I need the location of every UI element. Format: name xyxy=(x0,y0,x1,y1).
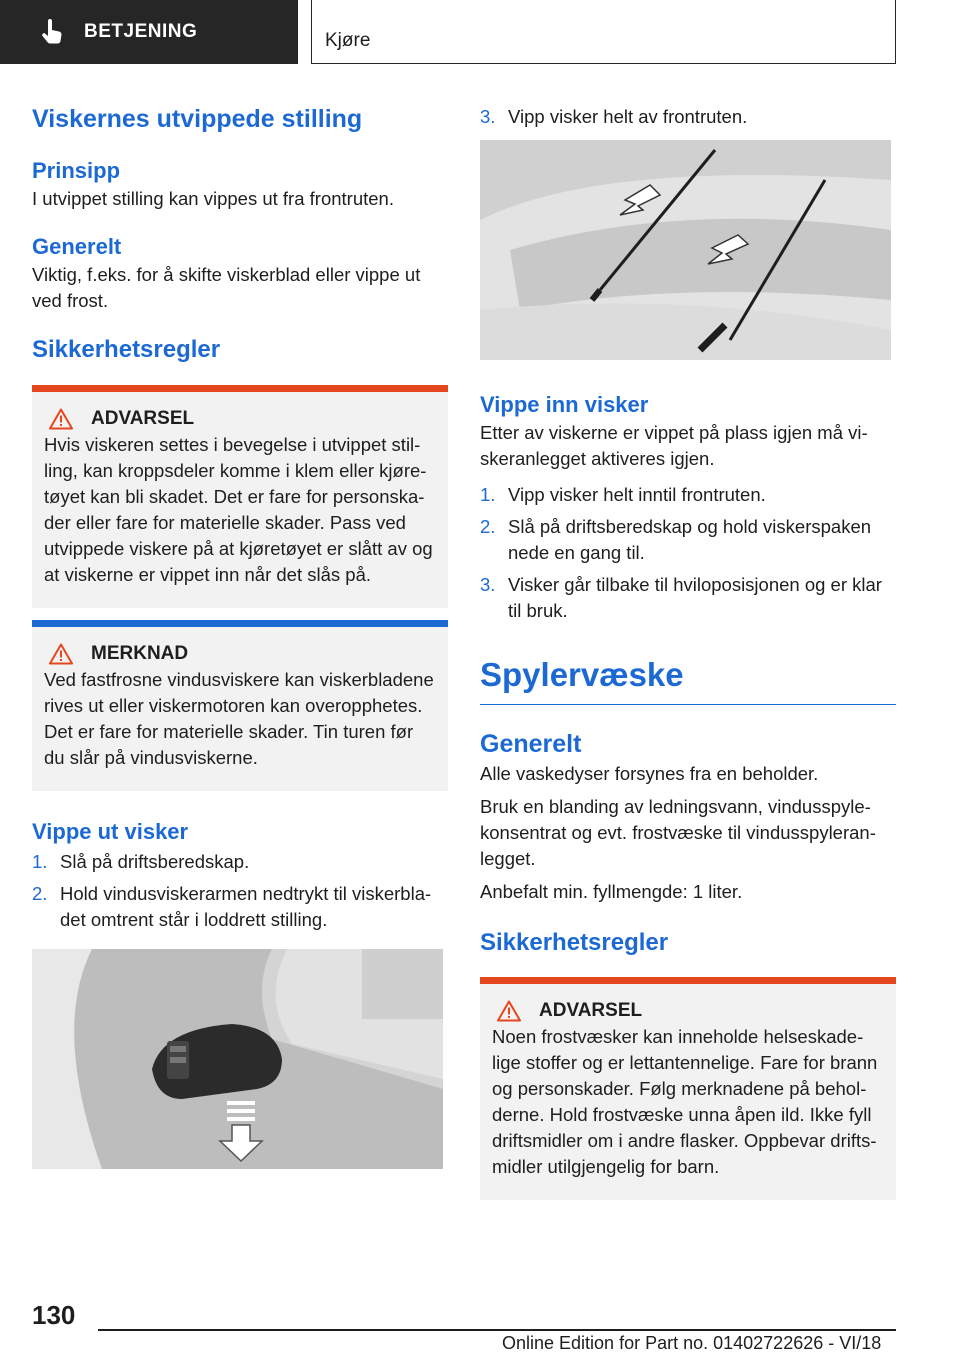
section-tab xyxy=(0,0,298,64)
warning-triangle-icon xyxy=(497,1000,521,1022)
list-item: 1. Slå på driftsberedskap. xyxy=(32,851,250,872)
wiper-lever-illustration xyxy=(32,949,443,1169)
footer-divider xyxy=(98,1329,896,1331)
list-item: 1. Vipp visker helt inntil frontruten. xyxy=(480,484,766,505)
vippe-ut-steps-cont xyxy=(480,104,896,130)
generelt-p1: Alle vaskedyser forsynes fra en beholder. xyxy=(480,763,819,784)
generelt-text: Viktig, f.eks. for å skifte viskerblad eller vippe ut ved frost. xyxy=(32,264,421,311)
vippe-inn-heading: Vippe inn visker xyxy=(480,392,649,417)
wiper-raised-illustration xyxy=(480,140,891,360)
chapter-box xyxy=(311,0,896,64)
page-number: 130 xyxy=(32,1300,76,1330)
warning-triangle-icon xyxy=(49,408,73,430)
generelt-p2: Bruk en blanding av ledningsvann, vindusspylekonsentrat og evt. frostvæske til vindusspyleranlegget. xyxy=(480,796,876,869)
prinsipp-heading: Prinsipp xyxy=(32,158,121,183)
warning-label: ADVARSEL xyxy=(91,408,195,429)
notice-text: Ved fastfrosne vindusviskere kan viskerbladene rives ut eller viskermotoren kan overopphetes. Det er fare for materielle skader. Tin turen før du slår på vindusviskerne. xyxy=(44,669,434,768)
chapter-label: Kjøre xyxy=(325,30,371,51)
safety-heading: Sikkerhetsregler xyxy=(32,336,221,363)
list-item: 3. Visker går tilbake til hviloposisjonen og er klar til bruk. xyxy=(480,574,882,621)
list-item: 2. Slå på driftsberedskap og hold viskerspaken nede en gang til. xyxy=(480,516,872,563)
vippe-inn-steps xyxy=(480,482,896,624)
vippe-ut-steps xyxy=(32,849,448,933)
notice-box xyxy=(32,620,448,791)
prinsipp-text: I utvippet stilling kan vippes ut fra frontruten. xyxy=(32,188,394,209)
vippe-ut-heading: Vippe ut visker xyxy=(32,819,189,844)
right-column xyxy=(480,96,896,1200)
generelt-heading: Generelt xyxy=(32,234,122,259)
generelt-heading-right: Generelt xyxy=(480,730,582,758)
spylervaeske-heading: Spylervæske xyxy=(480,652,896,705)
warning-box xyxy=(32,385,448,608)
section-title: Viskernes utvippede stilling xyxy=(32,105,363,133)
edition-note: Online Edition for Part no. 01402722626 - VI/18 xyxy=(502,1333,882,1353)
warning-text: Hvis viskeren settes i bevegelse i utvippet stilling, kan kroppsdeler komme i klem eller kjøretøyet kan bli skadet. Det er fare for personskader eller fare for materielle skader. Pass ved utvippede viskere på at kjøretøyet er slått av og at viskerne er vippet inn når det slås på. xyxy=(44,434,433,585)
warning-label: ADVARSEL xyxy=(539,1000,643,1021)
safety-heading-right: Sikkerhetsregler xyxy=(480,929,669,956)
list-item: 3. Vipp visker helt av frontruten. xyxy=(480,106,748,127)
section-label: BETJENING xyxy=(84,21,198,42)
generelt-p3: Anbefalt min. fyllmengde: 1 liter. xyxy=(480,881,743,902)
hand-pointer-icon xyxy=(40,19,64,45)
list-item: 2. Hold vindusviskerarmen nedtrykt til viskerbladet omtrent står i loddrett stilling. xyxy=(32,883,432,930)
notice-triangle-icon xyxy=(49,643,73,665)
left-column xyxy=(32,96,448,1169)
warning-text: Noen frostvæsker kan inneholde helseskadelige stoffer og er lettantennelige. Fare for brann og personskader. Følg merknadene på beholderne. Hold frostvæske unna åpen ild. Ikke fyll driftsmidler om i andre flasker. Oppbevar driftsmidler utilgjengelig for barn. xyxy=(492,1026,878,1177)
vippe-inn-text: Etter av viskerne er vippet på plass igjen må viskeranlegget aktiveres igjen. xyxy=(480,422,868,469)
warning-box-right xyxy=(480,977,896,1200)
notice-label: MERKNAD xyxy=(91,643,189,664)
